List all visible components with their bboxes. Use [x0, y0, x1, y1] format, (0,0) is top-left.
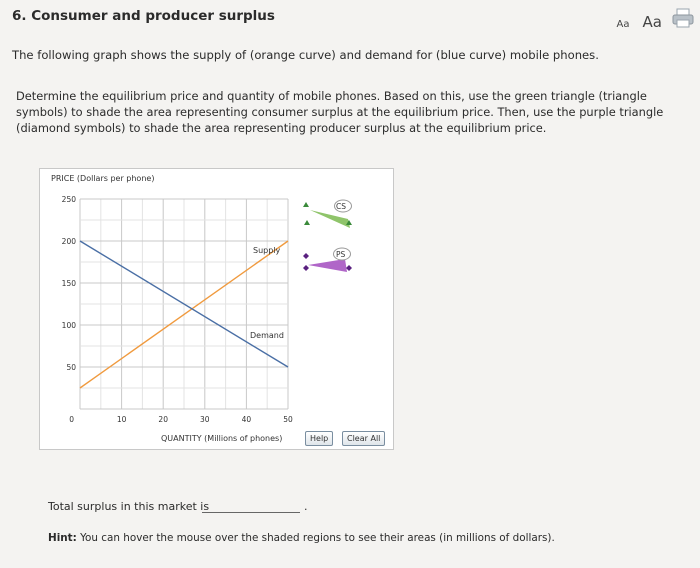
y-tick-label: 250 — [61, 195, 76, 204]
tick-labels — [62, 195, 293, 424]
help-button[interactable]: Help — [305, 431, 333, 446]
clear-all-button[interactable]: Clear All — [342, 431, 385, 446]
print-icon[interactable] — [672, 8, 694, 28]
ps-triangle-tool[interactable] — [308, 259, 347, 272]
y-tick-label: 50 — [66, 363, 76, 372]
question-instructions: Determine the equilibrium price and quantity of mobile phones. Based on this, use the green triangle (triangle symbols) to shade the area representing consumer surplus at the equilibrium price. Then, use the purple triangle (diamond symbols) to shade the area representing producer surplus at the equilibrium price. — [16, 89, 664, 135]
font-decrease-button[interactable]: Aa — [616, 19, 630, 30]
graph-panel — [39, 168, 394, 450]
y-tick-label: 150 — [61, 279, 76, 288]
cs-triangle-marker[interactable] — [304, 220, 310, 225]
ps-label: PS — [336, 250, 346, 259]
y-tick-label: 100 — [61, 321, 76, 330]
ps-tool[interactable] — [303, 248, 352, 272]
ps-diamond-marker[interactable] — [303, 265, 309, 271]
demand-label: Demand — [250, 331, 284, 340]
question-title: 6. Consumer and producer surplus — [12, 8, 275, 24]
question-intro: The following graph shows the supply of (orange curve) and demand for (blue curve) mobile phones. — [12, 48, 599, 62]
x-axis-title: QUANTITY (Millions of phones) — [161, 434, 283, 443]
ps-diamond-marker[interactable] — [303, 253, 309, 259]
cs-label: CS — [336, 202, 346, 211]
x-tick-label: 30 — [200, 415, 210, 424]
cs-tool[interactable] — [303, 200, 352, 228]
hint-body: You can hover the mouse over the shaded regions to see their areas (in millions of dollars). — [76, 532, 555, 544]
font-size-controls — [616, 12, 662, 31]
total-surplus-label: Total surplus in this market is — [48, 500, 210, 513]
hint-label: Hint: — [48, 532, 77, 544]
font-increase-button[interactable]: Aa — [642, 13, 662, 31]
x-tick-label-0: 0 — [69, 415, 74, 424]
ps-diamond-marker[interactable] — [346, 265, 352, 271]
x-tick-label: 20 — [158, 415, 168, 424]
total-surplus-answer-field[interactable] — [202, 512, 300, 513]
y-tick-label: 200 — [61, 237, 76, 246]
x-tick-label: 10 — [116, 415, 127, 424]
total-surplus-period: . — [304, 500, 308, 513]
surplus-graph — [40, 169, 393, 449]
x-tick-label: 40 — [241, 415, 252, 424]
x-tick-label: 50 — [283, 415, 293, 424]
supply-label: Supply — [253, 246, 281, 255]
hint-text — [48, 532, 555, 544]
cs-triangle-tool[interactable] — [310, 210, 350, 228]
cs-triangle-marker[interactable] — [303, 202, 309, 207]
y-axis-title: PRICE (Dollars per phone) — [51, 174, 155, 183]
